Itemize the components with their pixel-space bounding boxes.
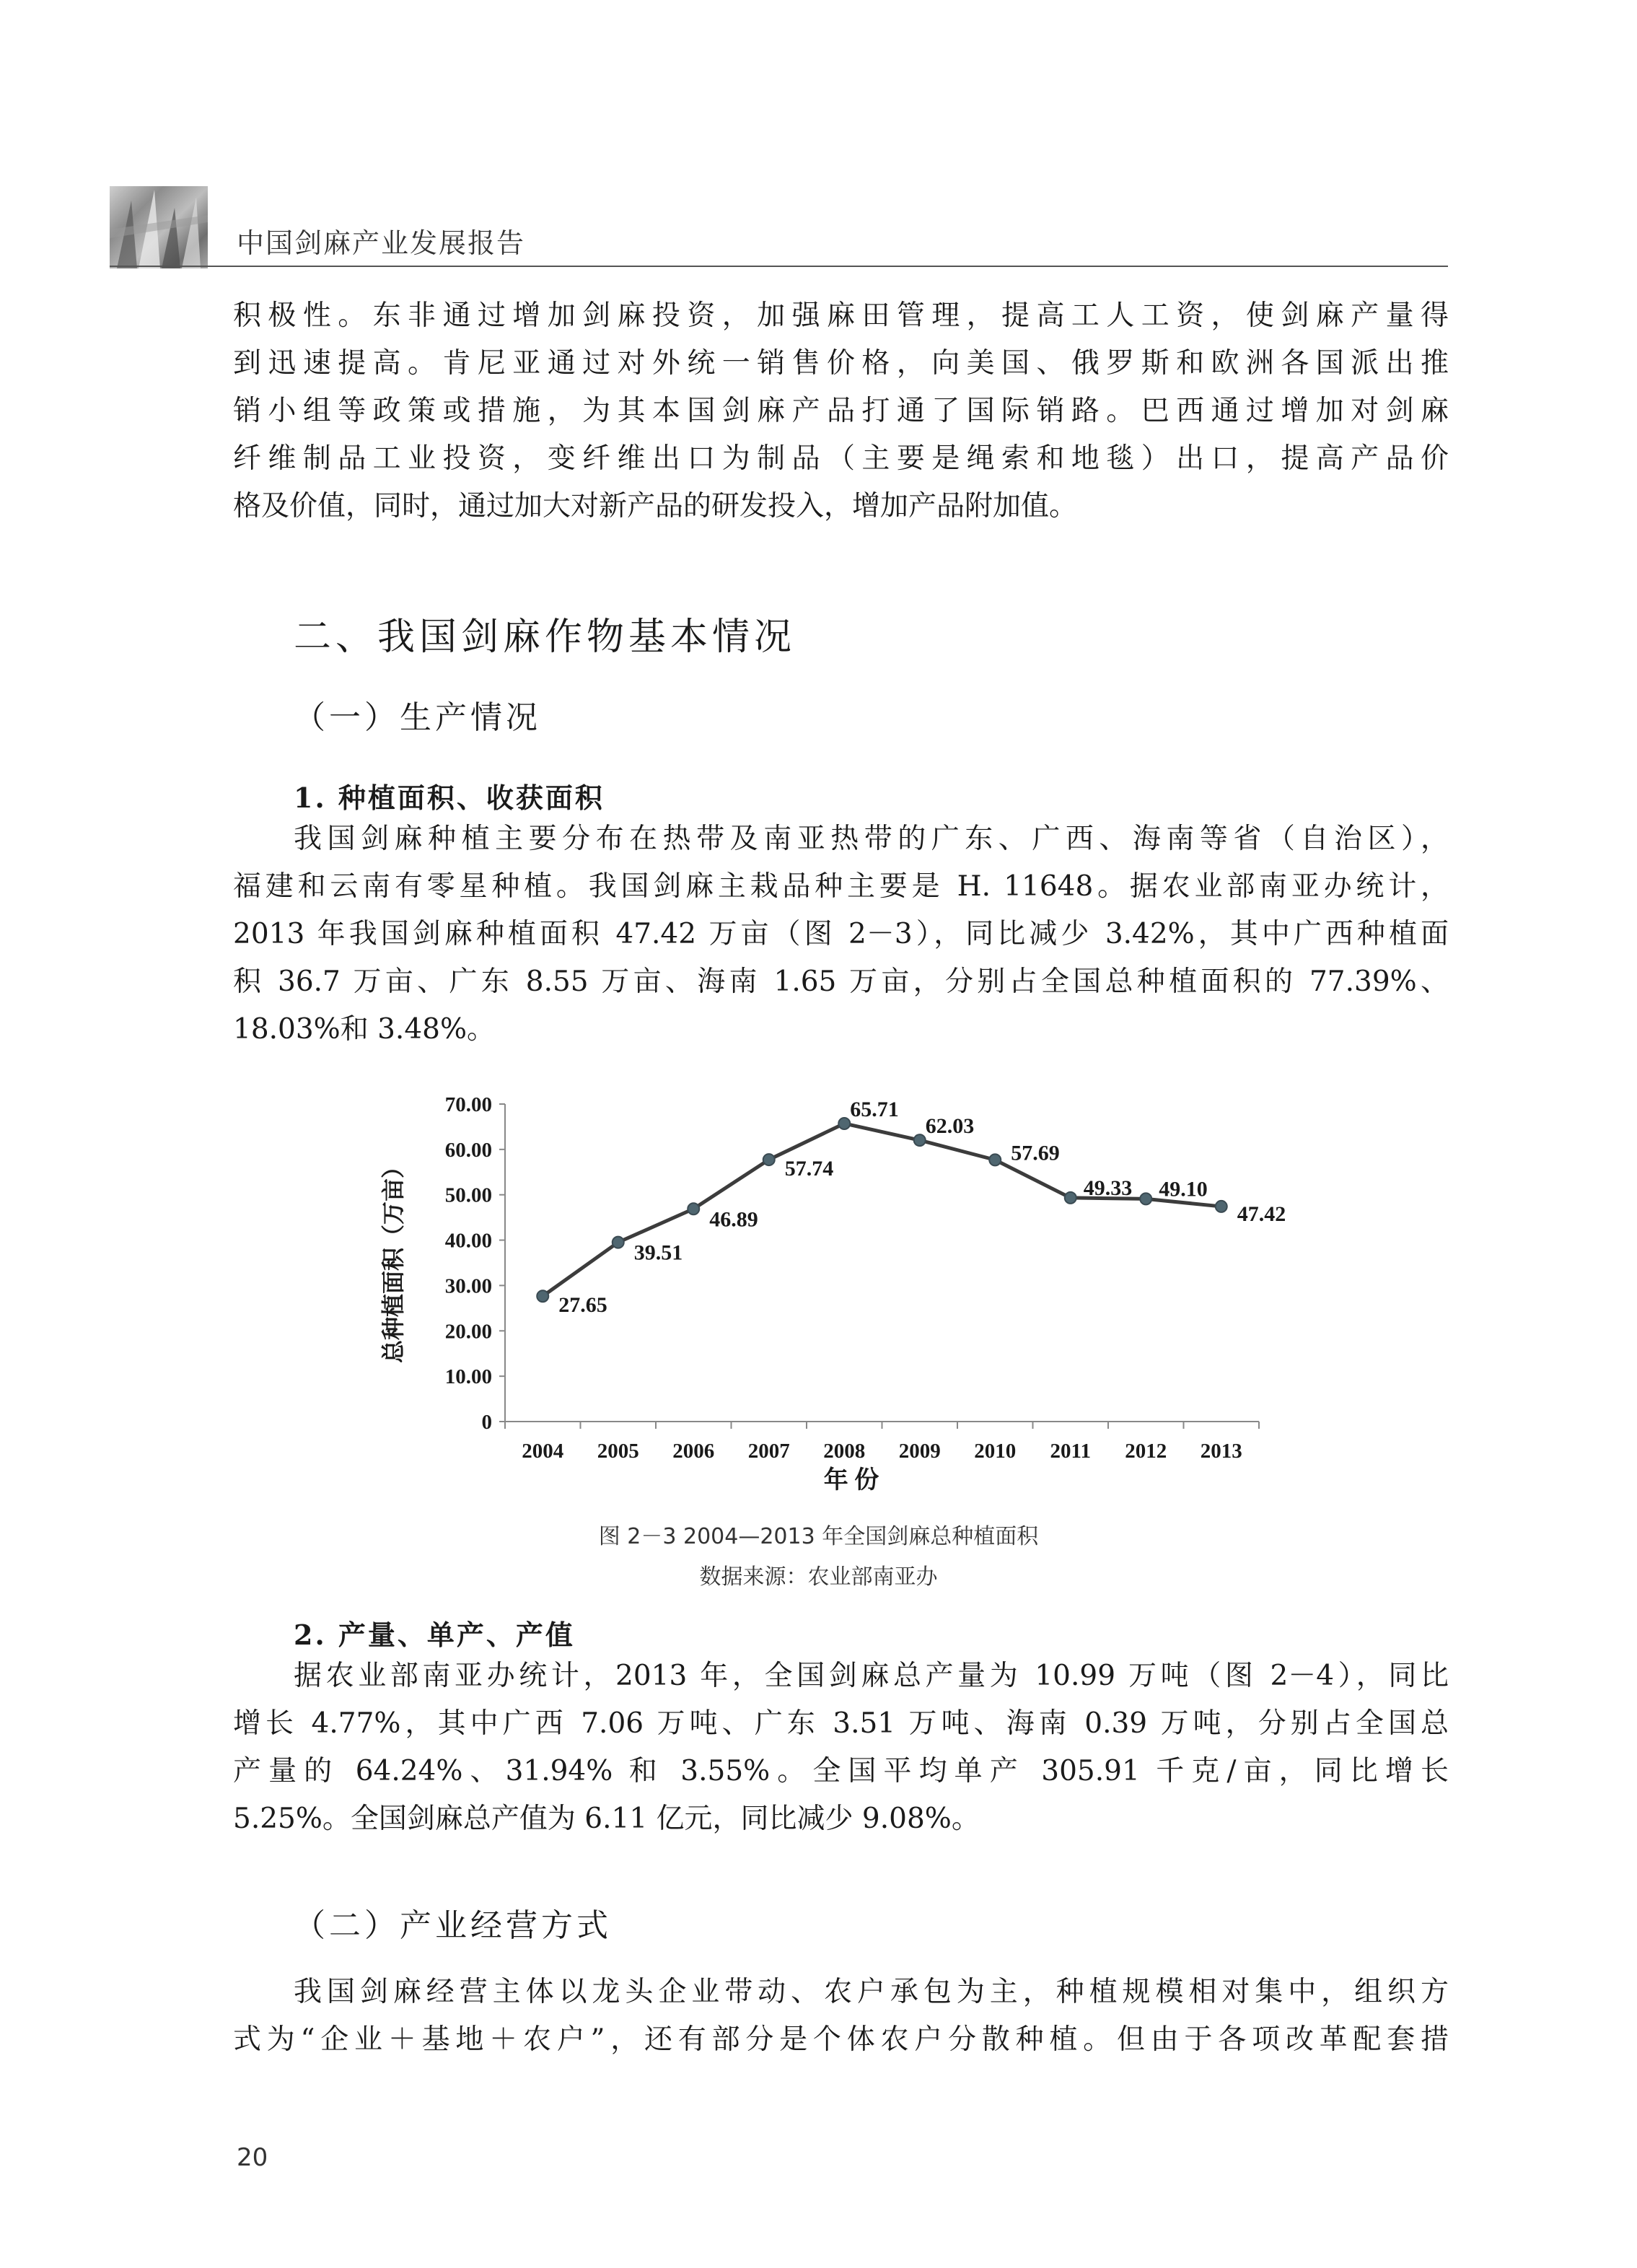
y-tick-label: 50.00 — [444, 1183, 492, 1207]
text-line: 格及价值，同时，通过加大对新产品的研发投入，增加产品附加值。 — [233, 490, 1078, 522]
data-label: 57.74 — [784, 1157, 834, 1181]
data-point — [537, 1290, 548, 1302]
x-tick-label: 2012 — [1125, 1440, 1167, 1463]
data-label: 57.69 — [1011, 1141, 1060, 1165]
data-label: 47.42 — [1237, 1201, 1286, 1226]
text-line: 销小组等政策或措施，为其本国剑麻产品打通了国际销路。巴西通过增加对剑麻 — [233, 395, 1449, 427]
header-thumbnail-image — [110, 186, 208, 268]
x-tick-label: 2006 — [672, 1440, 715, 1463]
subsection-heading-business-mode: （二）产业经营方式 — [294, 1907, 612, 1944]
data-label: 62.03 — [925, 1114, 975, 1139]
x-axis-title: 年 份 — [823, 1467, 879, 1494]
x-tick-label: 2009 — [898, 1440, 941, 1463]
data-point — [1216, 1201, 1227, 1212]
x-tick-label: 2007 — [747, 1440, 790, 1463]
y-tick-label: 40.00 — [444, 1229, 492, 1253]
text-line: 我国剑麻经营主体以龙头企业带动、农户承包为主，种植规模相对集中，组织方 — [294, 1976, 1449, 2008]
item-heading-planting-area: 1. 种植面积、收获面积 — [294, 781, 605, 814]
text-line: 产量的 64.24%、31.94% 和 3.55%。全国平均单产 305.91 千克/亩，同比增长 — [233, 1755, 1449, 1787]
header-divider — [110, 266, 1448, 267]
planting-area-line-chart — [375, 1082, 1286, 1525]
running-header-title: 中国剑麻产业发展报告 — [237, 227, 526, 259]
planting-area-paragraph — [233, 815, 1449, 1054]
figure-source: 数据来源：农业部南亚办 — [699, 1564, 938, 1590]
data-point — [1065, 1192, 1076, 1204]
section-heading: 二、我国剑麻作物基本情况 — [294, 616, 796, 659]
y-tick-label: 70.00 — [444, 1093, 492, 1116]
text-line: 纤维制品工业投资，变纤维出口为制品（主要是绳索和地毯）出口，提高产品价 — [233, 442, 1449, 475]
page-number: 20 — [237, 2143, 268, 2172]
x-tick-label: 2010 — [974, 1440, 1017, 1463]
data-label: 39.51 — [633, 1240, 683, 1265]
data-point — [688, 1203, 699, 1214]
text-line: 我国剑麻种植主要分布在热带及南亚热带的广东、广西、海南等省（自治区）， — [294, 823, 1449, 855]
text-line: 到迅速提高。肯尼亚通过对外统一销售价格，向美国、俄罗斯和欧洲各国派出推 — [233, 347, 1449, 380]
data-label: 49.33 — [1083, 1175, 1133, 1200]
data-point — [613, 1237, 624, 1248]
text-line: 18.03%和 3.48%。 — [233, 1013, 495, 1046]
intro-paragraph — [233, 292, 1449, 530]
data-point — [989, 1154, 1001, 1165]
y-tick-label: 0 — [481, 1411, 492, 1434]
y-tick-label: 30.00 — [444, 1274, 492, 1298]
data-label: 46.89 — [709, 1207, 758, 1232]
text-line: 积 36.7 万亩、广东 8.55 万亩、海南 1.65 万亩，分别占全国总种植面积的 77.39%、 — [233, 966, 1449, 998]
output-paragraph — [233, 1652, 1449, 1843]
data-label: 27.65 — [558, 1293, 607, 1318]
x-tick-label: 2008 — [823, 1440, 866, 1463]
text-line: 据农业部南亚办统计，2013 年，全国剑麻总产量为 10.99 万吨（图 2－4），同比 — [294, 1660, 1449, 1692]
business-mode-paragraph — [233, 1969, 1449, 2064]
data-point — [1140, 1193, 1151, 1204]
text-line: 式为“企业＋基地＋农户”，还有部分是个体农户分散种植。但由于各项改革配套措 — [233, 2023, 1449, 2056]
data-label: 65.71 — [850, 1097, 899, 1121]
x-tick-label: 2011 — [1050, 1440, 1091, 1463]
y-tick-label: 20.00 — [444, 1320, 492, 1344]
x-tick-label: 2004 — [522, 1440, 564, 1463]
subsection-heading-production: （一）生产情况 — [294, 699, 541, 736]
figure-caption: 图 2－3 2004—2013 年全国剑麻总种植面积 — [598, 1524, 1039, 1549]
text-line: 积极性。东非通过增加剑麻投资，加强麻田管理，提高工人工资，使剑麻产量得 — [233, 299, 1449, 332]
data-point — [914, 1134, 926, 1146]
x-tick-label: 2013 — [1200, 1440, 1242, 1463]
y-tick-label: 10.00 — [444, 1365, 492, 1389]
data-point — [763, 1154, 775, 1165]
text-line: 福建和云南有零星种植。我国剑麻主栽品种主要是 H. 11648。据农业部南亚办统计， — [233, 870, 1449, 903]
data-label: 49.10 — [1159, 1177, 1208, 1201]
data-point — [838, 1118, 850, 1129]
text-line: 增长 4.77%，其中广西 7.06 万吨、广东 3.51 万吨、海南 0.39 万吨，分别占全国总 — [233, 1707, 1449, 1740]
series-line — [543, 1124, 1221, 1296]
y-tick-label: 60.00 — [444, 1138, 492, 1162]
item-heading-output: 2. 产量、单产、产值 — [294, 1619, 575, 1651]
text-line: 2013 年我国剑麻种植面积 47.42 万亩（图 2－3），同比减少 3.42%，其中广西种植面 — [233, 918, 1449, 950]
text-line: 5.25%。全国剑麻总产值为 6.11 亿元，同比减少 9.08%。 — [233, 1803, 980, 1835]
x-tick-label: 2005 — [597, 1440, 639, 1463]
y-axis-title: 总种植面积（万亩） — [380, 1155, 406, 1364]
